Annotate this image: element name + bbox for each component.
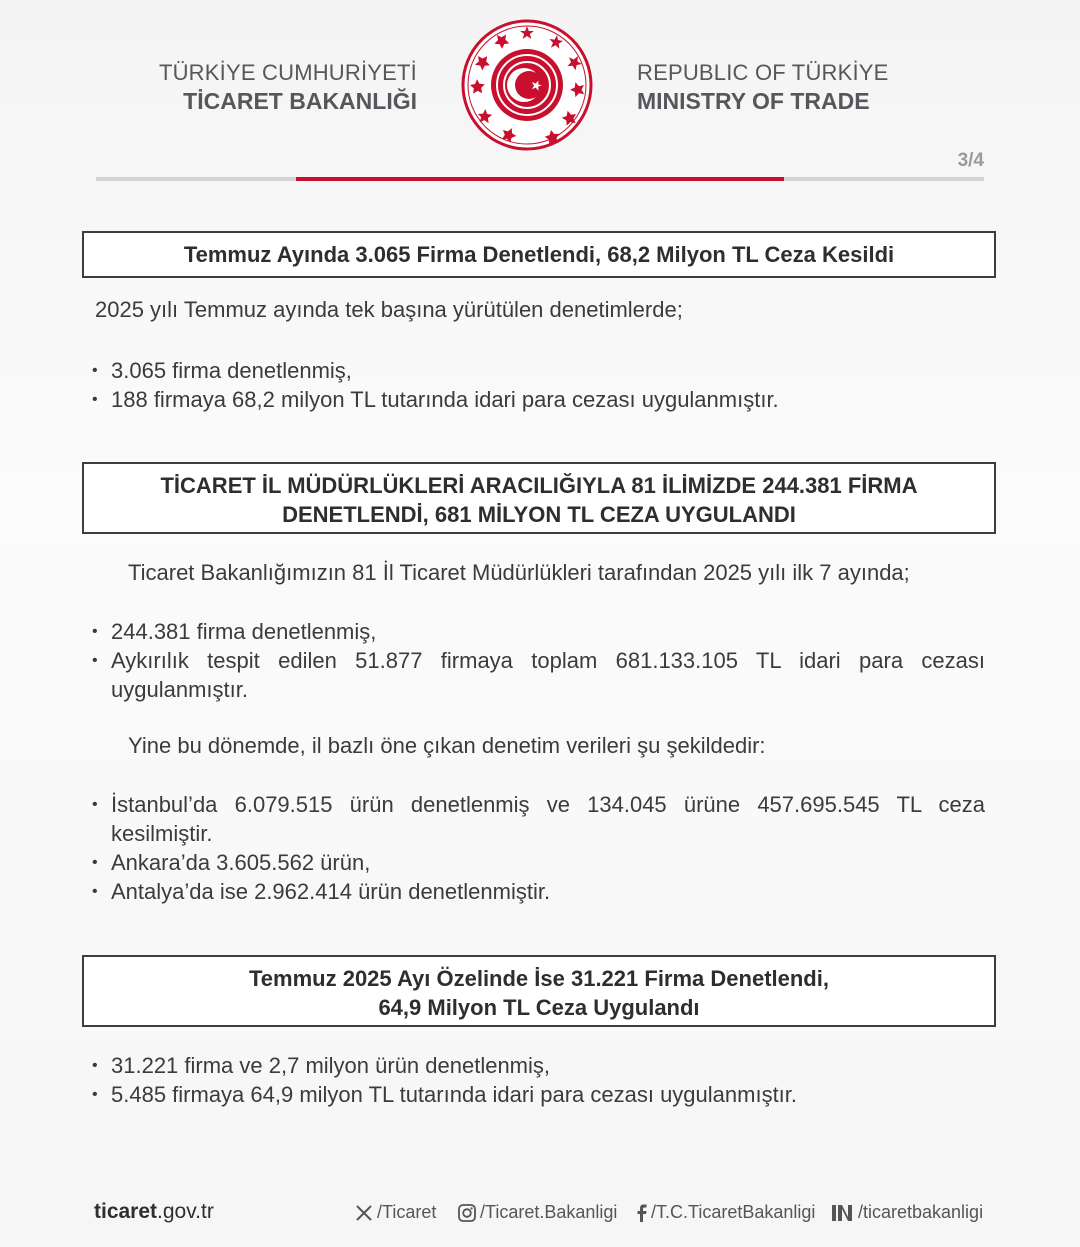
nsosyal-link[interactable]: /ticaretbakanligi bbox=[831, 1202, 983, 1223]
facebook-icon bbox=[634, 1203, 648, 1223]
header-right-line2: MINISTRY OF TRADE bbox=[637, 88, 870, 114]
bullet-dot: • bbox=[92, 623, 98, 640]
list-item: • Aykırılık tespit edilen 51.877 firmaya toplam 681.133.105 TL idari para cezası uygulanmıştır. bbox=[92, 648, 985, 702]
list-item: • 5.485 firmaya 64,9 milyon TL tutarında idari para cezası uygulanmıştır. bbox=[92, 1082, 798, 1107]
section2-title-line2: DENETLENDİ, 681 MİLYON TL CEZA UYGULANDI bbox=[282, 502, 796, 527]
section2-title-line1: TİCARET İL MÜDÜRLÜKLERİ ARACILIĞIYLA 81 İLİMİZDE 244.381 FİRMA bbox=[160, 473, 918, 498]
section1-intro: 2025 yılı Temmuz ayında tek başına yürütülen denetimlerde; bbox=[95, 297, 683, 322]
bullet-dot: • bbox=[92, 391, 98, 408]
x-link[interactable]: /Ticaret bbox=[354, 1202, 436, 1223]
bullet-dot: • bbox=[92, 362, 98, 379]
header-right bbox=[637, 60, 937, 115]
list-item: • 3.065 firma denetlenmiş, bbox=[92, 358, 352, 383]
bullet-dot: • bbox=[92, 796, 98, 813]
list-item: • 244.381 firma denetlenmiş, bbox=[92, 619, 377, 644]
bullet-dot: • bbox=[92, 1086, 98, 1103]
list-item: • İstanbul’da 6.079.515 ürün denetlenmiş ve 134.045 ürüne 457.695.545 TL ceza kesilmiştir. bbox=[92, 792, 985, 846]
section3-title-line2: 64,9 Milyon TL Ceza Uygulandı bbox=[378, 995, 700, 1020]
header-left-line1: TÜRKİYE CUMHURİYETİ bbox=[158, 60, 417, 85]
list-item: • 188 firmaya 68,2 milyon TL tutarında idari para cezası uygulanmıştır. bbox=[92, 387, 779, 412]
section2-bullets bbox=[92, 617, 985, 704]
page-number: 3/4 bbox=[957, 150, 984, 171]
header-left bbox=[140, 60, 417, 115]
facebook-link[interactable]: /T.C.TicaretBakanligi bbox=[634, 1202, 815, 1223]
website-link[interactable]: ticaret.gov.tr bbox=[94, 1200, 214, 1223]
section3-title bbox=[82, 955, 996, 1027]
section1-title: Temmuz Ayında 3.065 Firma Denetlendi, 68,2 Milyon TL Ceza Kesildi bbox=[82, 231, 996, 278]
section3-bullets bbox=[92, 1051, 985, 1109]
list-item: • Ankara’da 3.605.562 ürün, bbox=[92, 850, 371, 875]
section2-title bbox=[82, 462, 996, 534]
nsosyal-icon bbox=[831, 1203, 855, 1223]
section3-title-line1: Temmuz 2025 Ayı Özelinde İse 31.221 Firma Denetlendi, bbox=[249, 966, 829, 991]
section2-intro2: Yine bu dönemde, il bazlı öne çıkan denetim verileri şu şekildedir: bbox=[128, 733, 766, 758]
header-divider bbox=[96, 177, 984, 181]
instagram-link[interactable]: /Ticaret.Bakanligi bbox=[457, 1202, 617, 1223]
ministry-emblem-logo bbox=[458, 18, 596, 152]
section2-bullets2 bbox=[92, 790, 985, 906]
list-item: • Antalya’da ise 2.962.414 ürün denetlenmiştir. bbox=[92, 879, 551, 904]
bullet-dot: • bbox=[92, 883, 98, 900]
header-right-line1: REPUBLIC OF TÜRKİYE bbox=[637, 60, 889, 85]
section1-bullets bbox=[92, 356, 985, 414]
instagram-icon bbox=[457, 1203, 477, 1223]
divider-accent bbox=[296, 177, 784, 181]
list-item: • 31.221 firma ve 2,7 milyon ürün denetlenmiş, bbox=[92, 1053, 551, 1078]
section2-intro: Ticaret Bakanlığımızın 81 İl Ticaret Müdürlükleri tarafından 2025 yılı ilk 7 ayında; bbox=[128, 560, 910, 585]
x-icon bbox=[354, 1203, 374, 1223]
bullet-dot: • bbox=[92, 854, 98, 871]
header-left-line2: TİCARET BAKANLIĞI bbox=[183, 88, 417, 114]
bullet-dot: • bbox=[92, 1057, 98, 1074]
bullet-dot: • bbox=[92, 652, 98, 669]
